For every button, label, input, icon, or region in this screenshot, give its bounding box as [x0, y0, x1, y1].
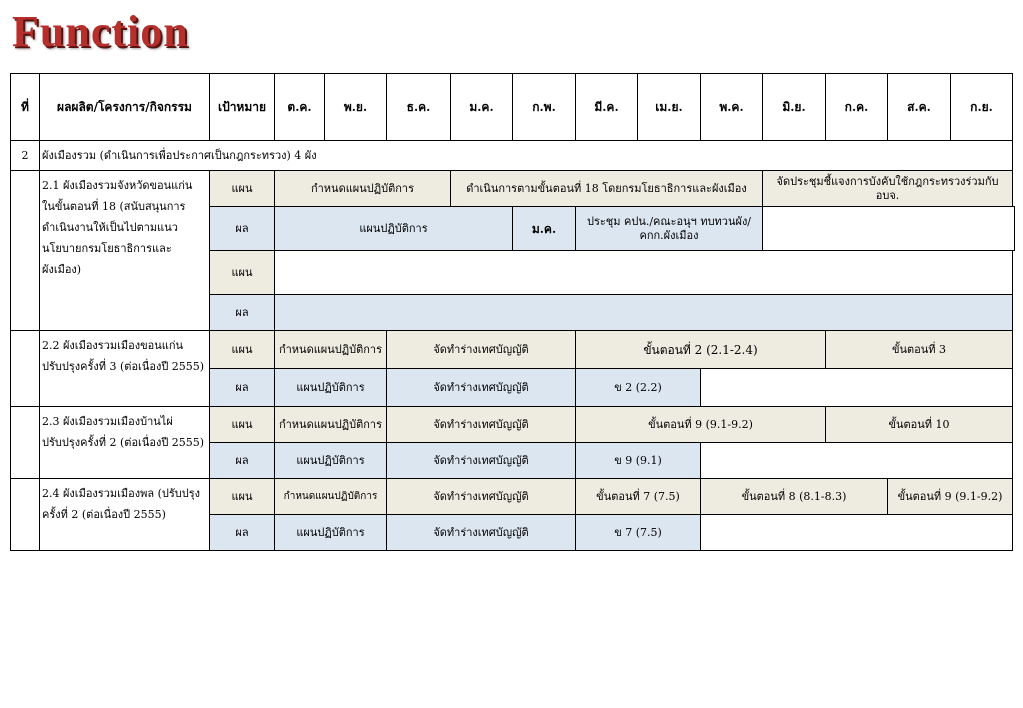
result-bar: ข 2 (2.2) [576, 369, 701, 407]
table-row [11, 407, 1015, 443]
result-bar: ประชุม คปน./คณะอนุฯ ทบทวนผัง/คกก.ผังเมือง [576, 207, 763, 251]
header-month: เม.ย. [638, 74, 701, 141]
result-bar: แผนปฏิบัติการ [275, 515, 387, 551]
plan-label: แผน [210, 479, 275, 515]
plan-bar: จัดทำร่างเทศบัญญัติ [387, 331, 576, 369]
project-name: 2.2 ผังเมืองรวมเมืองขอนแก่น ปรับปรุงครั้งที่ 3 (ต่อเนื่องปี 2555) [40, 331, 210, 407]
project-name: 2.4 ผังเมืองรวมเมืองพล (ปรับปรุงครั้งที่ 2 (ต่อเนื่องปี 2555) [40, 479, 210, 551]
plan-bar: ขั้นตอนที่ 7 (7.5) [576, 479, 701, 515]
result-label: ผล [210, 369, 275, 407]
section-no: 2 [11, 141, 40, 171]
result-bar: จัดทำร่างเทศบัญญัติ [387, 369, 576, 407]
plan-bar: ขั้นตอนที่ 10 [826, 407, 1013, 443]
plan-bar: จัดทำร่างเทศบัญญัติ [387, 407, 576, 443]
header-target: เป้าหมาย [210, 74, 275, 141]
header-month: มี.ค. [576, 74, 638, 141]
project-name: 2.1 ผังเมืองรวมจังหวัดขอนแก่น ในขั้นตอนที่ 18 (สนับสนุนการดำเนินงานให้เป็นไปตามแนวนโยบายกรมโยธาธิการและผังเมือง) [40, 171, 210, 331]
header-month: ส.ค. [888, 74, 951, 141]
result-bar: ม.ค. [513, 207, 576, 251]
plan-bar: กำหนดแผนปฏิบัติการ [275, 479, 387, 515]
plan-bar: ขั้นตอนที่ 9 (9.1-9.2) [888, 479, 1013, 515]
plan-bar: ขั้นตอนที่ 9 (9.1-9.2) [576, 407, 826, 443]
plan-bar: กำหนดแผนปฏิบัติการ [275, 331, 387, 369]
table-row [11, 479, 1015, 515]
result-bar: ข 7 (7.5) [576, 515, 701, 551]
plan-bar: ขั้นตอนที่ 2 (2.1-2.4) [576, 331, 826, 369]
result-bar: จัดทำร่างเทศบัญญัติ [387, 515, 576, 551]
section-title: ผังเมืองรวม (ดำเนินการเพื่อประกาศเป็นกฎกระทรวง) 4 ผัง [40, 141, 1013, 171]
plan-label: แผน [210, 407, 275, 443]
header-product: ผลผลิต/โครงการ/กิจกรรม [40, 74, 210, 141]
plan-bar: ขั้นตอนที่ 8 (8.1-8.3) [701, 479, 888, 515]
header-month: ธ.ค. [387, 74, 451, 141]
header-no: ที่ [11, 74, 40, 141]
plan-bar: จัดประชุมชี้แจงการบังคับใช้กฎกระทรวงร่วมกับ อบจ. [763, 171, 1013, 207]
result-label: ผล [210, 515, 275, 551]
result-label: ผล [210, 207, 275, 251]
result-label: ผล [210, 295, 275, 331]
plan-bar: จัดทำร่างเทศบัญญัติ [387, 479, 576, 515]
header-month: มิ.ย. [763, 74, 826, 141]
schedule-table [10, 73, 1015, 551]
table-row [11, 331, 1015, 369]
result-bar: ข 9 (9.1) [576, 443, 701, 479]
header-month: ม.ค. [451, 74, 513, 141]
result-bar: แผนปฏิบัติการ [275, 369, 387, 407]
header-month: ก.ค. [826, 74, 888, 141]
header-month: พ.ย. [325, 74, 387, 141]
plan-bar: กำหนดแผนปฏิบัติการ [275, 407, 387, 443]
header-month: ต.ค. [275, 74, 325, 141]
result-bar: แผนปฏิบัติการ [275, 443, 387, 479]
page-title: Function [12, 7, 189, 56]
project-name: 2.3 ผังเมืองรวมเมืองบ้านไผ่ ปรับปรุงครั้งที่ 2 (ต่อเนื่องปี 2555) [40, 407, 210, 479]
plan-label: แผน [210, 331, 275, 369]
header-row [11, 74, 1015, 141]
plan-label: แผน [210, 171, 275, 207]
header-month: พ.ค. [701, 74, 763, 141]
plan-label: แผน [210, 251, 275, 295]
section-row [11, 141, 1015, 171]
table-row [11, 171, 1015, 207]
plan-bar: ขั้นตอนที่ 3 [826, 331, 1013, 369]
result-label: ผล [210, 443, 275, 479]
header-month: ก.พ. [513, 74, 576, 141]
plan-bar: กำหนดแผนปฏิบัติการ [275, 171, 451, 207]
result-bar: จัดทำร่างเทศบัญญัติ [387, 443, 576, 479]
result-bar: แผนปฏิบัติการ [275, 207, 513, 251]
header-month: ก.ย. [951, 74, 1013, 141]
plan-bar: ดำเนินการตามขั้นตอนที่ 18 โดยกรมโยธาธิการและผังเมือง [451, 171, 763, 207]
